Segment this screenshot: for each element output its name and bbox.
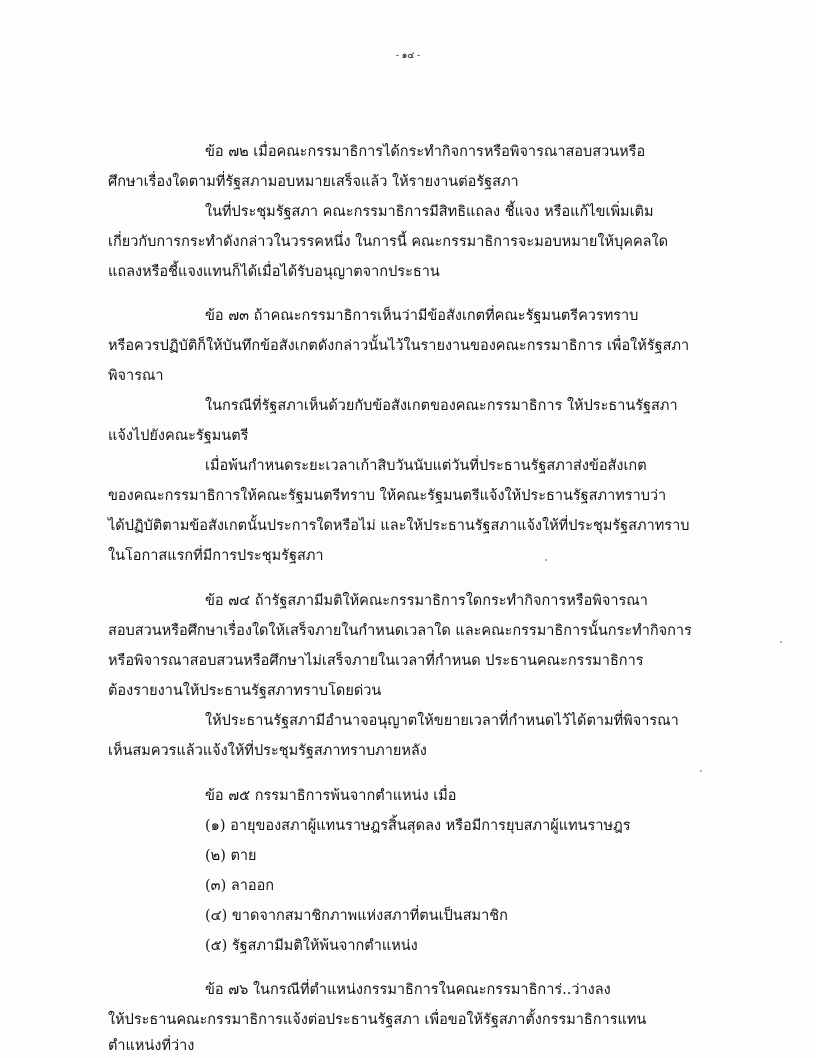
text-line: ข้อ ๗๒ เมื่อคณะกรรมาธิการได้กระทำกิจการหรือพิจารณาสอบสวนหรือ (205, 144, 646, 160)
text-line: เห็นสมควรแล้วแจ้งให้ที่ประชุมรัฐสภาทราบภายหลัง (108, 743, 427, 759)
text-line: ของคณะกรรมาธิการให้คณะรัฐมนตรีทราบ ให้คณะรัฐมนตรีแจ้งให้ประธานรัฐสภาทราบว่า (108, 488, 667, 504)
text-line: (๒) ตาย (205, 848, 257, 864)
text-line: ตำแหน่งที่ว่าง (108, 1038, 195, 1054)
page-number: - ๑๔ - (395, 51, 421, 61)
text-line: เกี่ยวกับการกระทำดังกล่าวในวรรคหนึ่ง ในการนี้ คณะกรรมาธิการจะมอบหมายให้บุคคลใด (108, 234, 669, 250)
scan-speck (780, 641, 782, 643)
scan-speck (700, 770, 702, 772)
text-line: (๕) รัฐสภามีมติให้พ้นจากตำแหน่ง (205, 938, 418, 954)
text-line: ในกรณีที่รัฐสภาเห็นด้วยกับข้อสังเกตของคณะกรรมาธิการ ให้ประธานรัฐสภา (205, 398, 678, 414)
text-line: ข้อ ๗๖ ในกรณีที่ตำแหน่งกรรมาธิการในคณะกรรมาธิการ่..ว่างลง (205, 982, 611, 998)
scan-speck (545, 559, 547, 561)
text-line: ต้องรายงานให้ประธานรัฐสภาทราบโดยด่วน (108, 683, 382, 699)
text-line: ได้ปฏิบัติตามข้อสังเกตนั้นประการใดหรือไม่ และให้ประธานรัฐสภาแจ้งให้ที่ประชุมรัฐสภาทราบ (108, 518, 690, 534)
text-line: พิจารณา (108, 368, 164, 384)
text-line: หรือควรปฏิบัติก็ให้บันทึกข้อสังเกตดังกล่าวนั้นไว้ในรายงานของคณะกรรมาธิการ เพื่อให้รัฐสภา (108, 338, 690, 354)
text-line: ในโอกาสแรกที่มีการประชุมรัฐสภา (108, 548, 324, 564)
text-line: หรือพิจารณาสอบสวนหรือศึกษาไม่เสร็จภายในเวลาที่กำหนด ประธานคณะกรรมาธิการ (108, 653, 644, 669)
text-line: แถลงหรือชี้แจงแทนก็ได้เมื่อได้รับอนุญาตจากประธาน (108, 264, 440, 280)
text-line: (๔) ขาดจากสมาชิกภาพแห่งสภาที่ตนเป็นสมาชิก (205, 908, 508, 924)
text-line: ข้อ ๗๔ ถ้ารัฐสภามีมติให้คณะกรรมาธิการใดกระทำกิจการหรือพิจารณา (205, 593, 648, 609)
text-line: สอบสวนหรือศึกษาเรื่องใดให้เสร็จภายในกำหนดเวลาใด และคณะกรรมาธิการนั้นกระทำกิจการ (108, 623, 692, 639)
text-line: ในที่ประชุมรัฐสภา คณะกรรมาธิการมีสิทธิแถลง ชี้แจง หรือแก้ไขเพิ่มเติม (205, 204, 654, 220)
text-line: ให้ประธานรัฐสภามีอำนาจอนุญาตให้ขยายเวลาที่กำหนดไว้ได้ตามที่พิจารณา (205, 713, 679, 729)
text-line: แจ้งไปยังคณะรัฐมนตรี (108, 428, 249, 444)
text-line: เมื่อพ้นกำหนดระยะเวลาเก้าสิบวันนับแต่วันที่ประธานรัฐสภาส่งข้อสังเกต (205, 458, 647, 474)
text-line: (๑) อายุของสภาผู้แทนราษฎรสิ้นสุดลง หรือมีการยุบสภาผู้แทนราษฎร (205, 818, 631, 834)
text-line: ข้อ ๗๓ ถ้าคณะกรรมาธิการเห็นว่ามีข้อสังเกตที่คณะรัฐมนตรีควรทราบ (205, 308, 639, 324)
text-line: (๓) ลาออก (205, 878, 275, 894)
text-line: ให้ประธานคณะกรรมาธิการแจ้งต่อประธานรัฐสภา เพื่อขอให้รัฐสภาตั้งกรรมาธิการแทน (108, 1012, 647, 1028)
text-line: ศึกษาเรื่องใดตามที่รัฐสภามอบหมายเสร็จแล้ว ให้รายงานต่อรัฐสภา (108, 174, 519, 190)
text-line: ข้อ ๗๕ กรรมาธิการพ้นจากตำแหน่ง เมื่อ (205, 788, 457, 804)
